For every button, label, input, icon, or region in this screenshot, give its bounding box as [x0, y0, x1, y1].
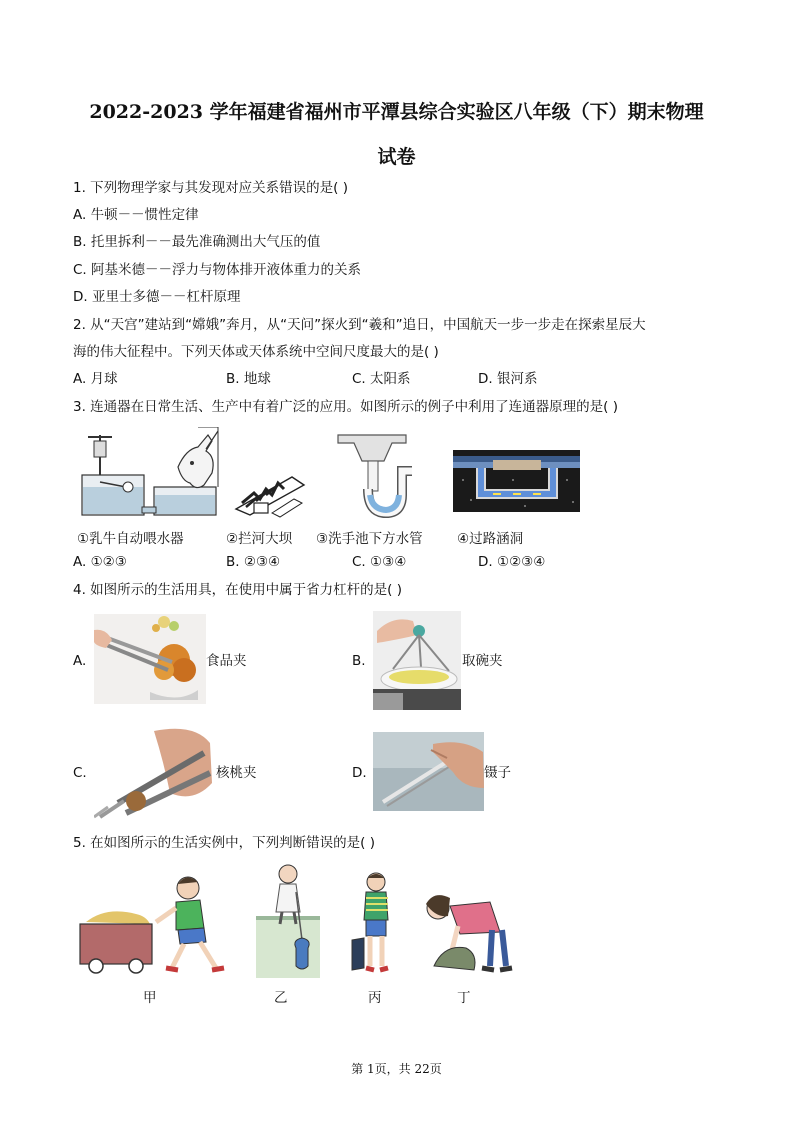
question-2-option-b: B. 地球 — [226, 371, 271, 387]
figure-caption-jia: 甲 — [143, 990, 157, 1006]
tweezers-photo — [373, 732, 484, 811]
question-4-option-d-letter: D. — [352, 765, 367, 781]
man-lifting-bucket-figure — [256, 862, 320, 978]
figure-caption-2: ②拦河大坝 — [226, 531, 293, 547]
question-1-option-c: C. 阿基米德－－浮力与物体排开液体重力的关系 — [73, 262, 362, 278]
page-number: 第 1页，共 22页 — [351, 1062, 442, 1076]
question-2-option-d: D. 银河系 — [478, 371, 538, 387]
question-3-stem: 3. 连通器在日常生活、生产中有着广泛的应用。如图所示的例子中利用了连通器原理的是( ) — [73, 399, 618, 415]
question-1-option-b: B. 托里拆利－－最先准确测出大气压的值 — [73, 234, 321, 250]
figure-caption-4: ④过路涵洞 — [457, 531, 524, 547]
question-4-option-a-label: 食品夹 — [206, 653, 247, 669]
question-3-option-d: D. ①②③④ — [478, 554, 546, 570]
nutcracker-photo — [94, 723, 214, 821]
page-title: 2022-2023 学年福建省福州市平潭县综合实验区八年级（下）期末物理 — [89, 101, 704, 123]
question-4-stem: 4. 如图所示的生活用具，在使用中属于省力杠杆的是( ) — [73, 582, 402, 598]
question-2-option-c: C. 太阳系 — [352, 371, 411, 387]
figure-caption-yi: 乙 — [274, 990, 288, 1006]
figure-caption-bing: 丙 — [368, 990, 382, 1006]
question-2-option-a: A. 月球 — [73, 371, 118, 387]
question-4-option-a-letter: A. — [73, 653, 87, 669]
question-1-stem: 1. 下列物理学家与其发现对应关系错误的是( ) — [73, 180, 348, 196]
dam-figure — [232, 463, 306, 519]
boy-pushing-cart-figure — [76, 872, 228, 976]
question-4-option-c-label: 核桃夹 — [216, 765, 257, 781]
question-3-option-b: B. ②③④ — [226, 554, 281, 570]
cow-water-feeder-figure — [78, 427, 220, 519]
question-4-option-d-label: 镊子 — [484, 765, 511, 781]
girl-lifting-bag-figure — [420, 886, 516, 976]
question-4-option-b-letter: B. — [352, 653, 366, 669]
figure-caption-1: ①乳牛自动喂水器 — [77, 531, 184, 547]
question-1-option-d: D. 亚里士多德－－杠杆原理 — [73, 289, 241, 305]
question-3-option-a: A. ①②③ — [73, 554, 127, 570]
question-3-option-c: C. ①③④ — [352, 554, 407, 570]
boy-carrying-bag-figure — [350, 870, 398, 978]
question-5-stem: 5. 在如图所示的生活实例中，下列判断错误的是( ) — [73, 835, 375, 851]
question-2-stem-line1: 2. 从“天宫”建站到“嫦娥”奔月，从“天问”探火到“羲和”追日，中国航天一步一步走在探索星辰大 — [73, 317, 646, 333]
question-4-option-b-label: 取碗夹 — [462, 653, 503, 669]
question-1-option-a: A. 牛顿－－惯性定律 — [73, 207, 199, 223]
sink-drain-pipe-figure — [332, 431, 414, 521]
figure-caption-3: ③洗手池下方水管 — [316, 531, 423, 547]
figure-caption-ding: 丁 — [457, 990, 471, 1006]
question-4-option-c-letter: C. — [73, 765, 87, 781]
bowl-clip-photo — [373, 611, 461, 710]
food-tongs-photo — [94, 614, 206, 704]
page-title-line2: 试卷 — [377, 146, 416, 168]
road-culvert-figure — [453, 450, 580, 512]
question-2-stem-line2: 海的伟大征程中。下列天体或天体系统中空间尺度最大的是( ) — [73, 344, 439, 360]
